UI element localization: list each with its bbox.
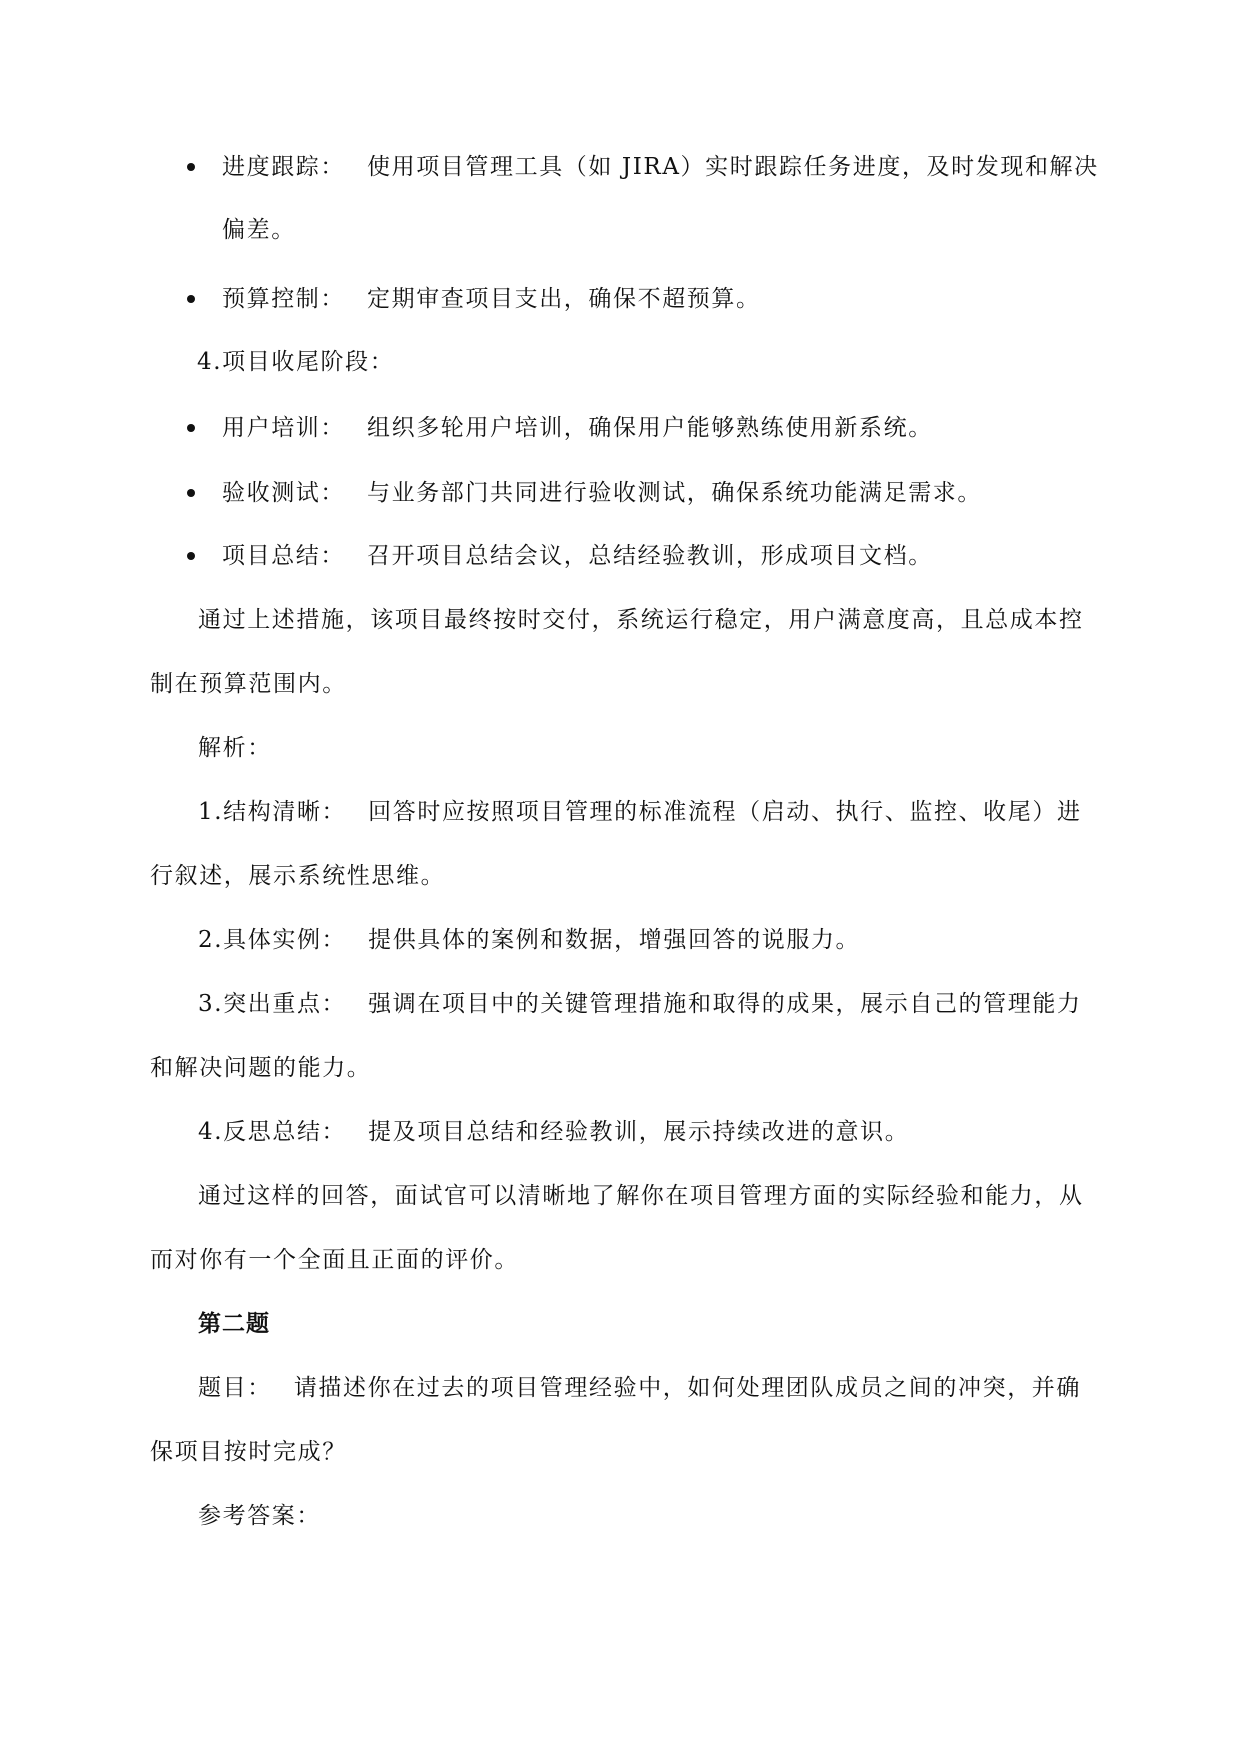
analysis-heading: 解析： <box>198 735 272 761</box>
bullet-progress-line1 <box>222 151 1099 183</box>
bullet-progress-label: 进度跟踪： <box>222 154 345 180</box>
point4 <box>198 1116 909 1148</box>
point2-text: 提供具体的案例和数据，增强回答的说服力。 <box>368 927 861 953</box>
phase4-heading: 4.项目收尾阶段： <box>197 349 395 375</box>
result-paragraph-line1: 通过上述措施，该项目最终按时交付，系统运行稳定，用户满意度高，且总成本控 <box>198 607 1084 633</box>
question2-label: 题目： <box>198 1375 272 1401</box>
point4-text: 提及项目总结和经验教训，展示持续改进的意识。 <box>368 1119 910 1145</box>
bullet-progress-line2: 偏差。 <box>222 217 296 243</box>
bullet-budget-text: 定期审查项目支出，确保不超预算。 <box>367 286 761 312</box>
bullet-acceptance-text: 与业务部门共同进行验收测试，确保系统功能满足需求。 <box>367 480 982 506</box>
bullet-icon <box>187 163 195 171</box>
reference-answer-heading: 参考答案： <box>198 1503 321 1529</box>
point1-text: 回答时应按照项目管理的标准流程（启动、执行、监控、收尾）进 <box>368 799 1082 825</box>
point3-line1 <box>198 988 1082 1020</box>
question2-line1 <box>198 1372 1081 1404</box>
conclusion-line2: 而对你有一个全面且正面的评价。 <box>150 1247 519 1273</box>
bullet-icon <box>187 424 195 432</box>
bullet-training <box>222 412 933 444</box>
point3-text: 强调在项目中的关键管理措施和取得的成果，展示自己的管理能力 <box>368 991 1082 1017</box>
question2-heading: 第二题 <box>198 1311 270 1337</box>
bullet-training-label: 用户培训： <box>222 415 345 441</box>
bullet-summary <box>222 540 933 572</box>
conclusion-line1: 通过这样的回答，面试官可以清晰地了解你在项目管理方面的实际经验和能力，从 <box>198 1183 1084 1209</box>
point1-label: 1.结构清晰： <box>198 799 347 825</box>
point1-line2: 行叙述，展示系统性思维。 <box>150 863 446 889</box>
question2-text: 请描述你在过去的项目管理经验中，如何处理团队成员之间的冲突，并确 <box>293 1375 1082 1401</box>
bullet-icon <box>187 552 195 560</box>
bullet-acceptance <box>222 477 982 509</box>
point3-line2: 和解决问题的能力。 <box>150 1055 372 1081</box>
bullet-summary-text: 召开项目总结会议，总结经验教训，形成项目文档。 <box>367 543 933 569</box>
bullet-budget <box>222 283 761 315</box>
point2-label: 2.具体实例： <box>198 927 347 953</box>
bullet-budget-label: 预算控制： <box>222 286 345 312</box>
point4-label: 4.反思总结： <box>198 1119 347 1145</box>
point1-line1 <box>198 796 1082 828</box>
bullet-summary-label: 项目总结： <box>222 543 345 569</box>
result-paragraph-line2: 制在预算范围内。 <box>150 671 347 697</box>
point3-label: 3.突出重点： <box>198 991 347 1017</box>
question2-line2: 保项目按时完成？ <box>150 1439 347 1465</box>
bullet-acceptance-label: 验收测试： <box>222 480 345 506</box>
bullet-training-text: 组织多轮用户培训，确保用户能够熟练使用新系统。 <box>367 415 933 441</box>
point2 <box>198 924 860 956</box>
bullet-icon <box>187 295 195 303</box>
bullet-progress-text: 使用项目管理工具（如 JIRA）实时跟踪任务进度，及时发现和解决 <box>367 154 1099 180</box>
bullet-icon <box>187 489 195 497</box>
